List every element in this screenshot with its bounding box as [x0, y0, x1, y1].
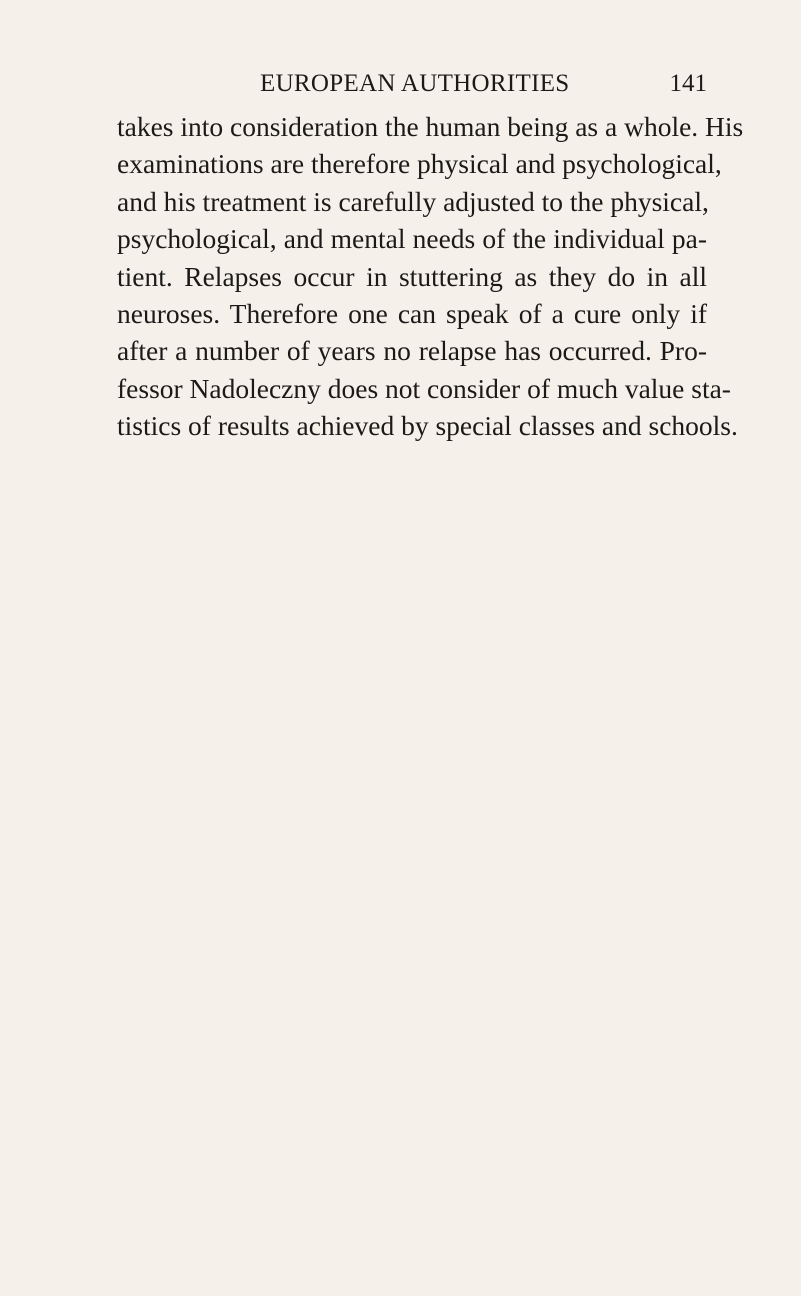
- text-line: after a number of years no relapse has occurred. Pro-: [117, 335, 707, 367]
- text-line: neuroses. Therefore one can speak of a cure only if: [117, 297, 707, 329]
- running-head: [117, 66, 707, 102]
- running-title: EUROPEAN AUTHORITIES: [260, 70, 570, 97]
- text-line: psychological, and mental needs of the individual pa-: [117, 223, 707, 255]
- text-line: fessor Nadoleczny does not consider of much value sta-: [117, 372, 731, 404]
- text-line: takes into consideration the human being as a whole. His: [117, 111, 744, 142]
- page-number: 141: [669, 70, 707, 97]
- text-line: tistics of results achieved by special classes and schools.: [117, 410, 738, 442]
- text-line: examinations are therefore physical and psychological,: [117, 148, 722, 180]
- body-paragraph: [117, 108, 744, 445]
- text-line: and his treatment is carefully adjusted to the physical,: [117, 185, 709, 217]
- text-line: tient. Relapses occur in stuttering as they do in all: [117, 260, 707, 292]
